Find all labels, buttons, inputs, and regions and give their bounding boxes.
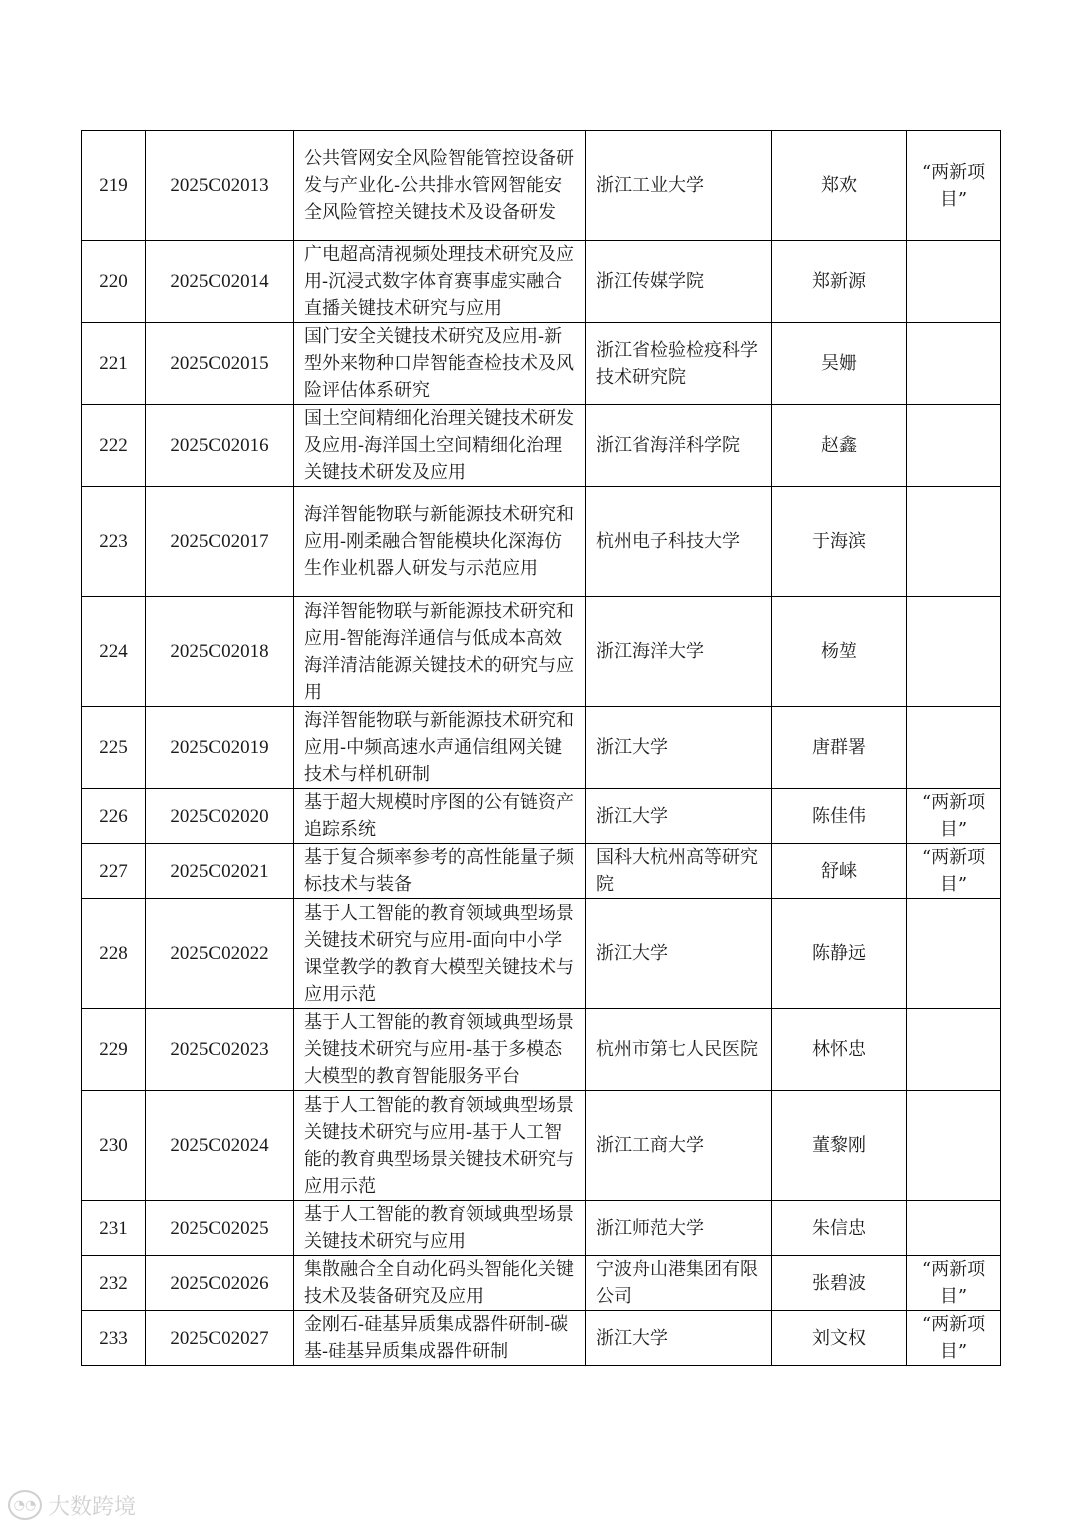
project-leader: 刘文权 (772, 1311, 907, 1366)
row-number: 226 (82, 789, 146, 844)
project-title: 基于人工智能的教育领域典型场景关键技术研究与应用-基于多模态大模型的教育智能服务平台 (294, 1009, 586, 1091)
project-leader: 舒崃 (772, 844, 907, 899)
project-title: 海洋智能物联与新能源技术研究和应用-智能海洋通信与低成本高效海洋清洁能源关键技术的研究与应用 (294, 597, 586, 707)
project-code: 2025C02017 (146, 487, 294, 597)
table-row (82, 1091, 1001, 1201)
host-organization: 浙江海洋大学 (586, 597, 772, 707)
table-row (82, 844, 1001, 899)
host-organization: 浙江大学 (586, 707, 772, 789)
project-remark: “两新项目” (907, 1311, 1001, 1366)
row-number: 219 (82, 131, 146, 241)
host-organization: 浙江传媒学院 (586, 241, 772, 323)
table-row (82, 487, 1001, 597)
project-remark (907, 323, 1001, 405)
table-row (82, 1256, 1001, 1311)
host-organization: 国科大杭州高等研究院 (586, 844, 772, 899)
project-code: 2025C02016 (146, 405, 294, 487)
project-leader: 陈静远 (772, 899, 907, 1009)
project-code: 2025C02014 (146, 241, 294, 323)
project-title: 集散融合全自动化码头智能化关键技术及装备研究及应用 (294, 1256, 586, 1311)
project-code: 2025C02018 (146, 597, 294, 707)
host-organization: 浙江师范大学 (586, 1201, 772, 1256)
host-organization: 浙江省检验检疫科学技术研究院 (586, 323, 772, 405)
row-number: 224 (82, 597, 146, 707)
row-number: 225 (82, 707, 146, 789)
host-organization: 浙江工商大学 (586, 1091, 772, 1201)
project-remark: “两新项目” (907, 1256, 1001, 1311)
host-organization: 浙江大学 (586, 899, 772, 1009)
project-leader: 张碧波 (772, 1256, 907, 1311)
project-leader: 林怀忠 (772, 1009, 907, 1091)
table-row (82, 1201, 1001, 1256)
host-organization: 杭州电子科技大学 (586, 487, 772, 597)
project-remark (907, 1009, 1001, 1091)
host-organization: 浙江省海洋科学院 (586, 405, 772, 487)
watermark-text: 大数跨境 (48, 1494, 137, 1520)
table-row (82, 1009, 1001, 1091)
project-table (81, 130, 1001, 1366)
project-leader: 唐群署 (772, 707, 907, 789)
project-remark (907, 597, 1001, 707)
project-code: 2025C02020 (146, 789, 294, 844)
host-organization: 浙江工业大学 (586, 131, 772, 241)
project-title: 国土空间精细化治理关键技术研发及应用-海洋国土空间精细化治理关键技术研发及应用 (294, 405, 586, 487)
table-row (82, 597, 1001, 707)
table-row (82, 323, 1001, 405)
project-code: 2025C02026 (146, 1256, 294, 1311)
project-remark (907, 405, 1001, 487)
host-organization: 浙江大学 (586, 789, 772, 844)
project-code: 2025C02021 (146, 844, 294, 899)
project-leader: 杨堃 (772, 597, 907, 707)
row-number: 228 (82, 899, 146, 1009)
project-remark: “两新项目” (907, 131, 1001, 241)
table-row (82, 707, 1001, 789)
project-code: 2025C02019 (146, 707, 294, 789)
project-remark (907, 899, 1001, 1009)
row-number: 229 (82, 1009, 146, 1091)
project-title: 基于人工智能的教育领域典型场景关键技术研究与应用-基于人工智能的教育典型场景关键技术研究与应用示范 (294, 1091, 586, 1201)
project-remark (907, 1201, 1001, 1256)
table-row (82, 899, 1001, 1009)
row-number: 231 (82, 1201, 146, 1256)
row-number: 232 (82, 1256, 146, 1311)
project-leader: 郑新源 (772, 241, 907, 323)
project-title: 海洋智能物联与新能源技术研究和应用-中频高速水声通信组网关键技术与样机研制 (294, 707, 586, 789)
row-number: 220 (82, 241, 146, 323)
project-table-body (82, 131, 1001, 1366)
project-title: 基于超大规模时序图的公有链资产追踪系统 (294, 789, 586, 844)
project-leader: 陈佳伟 (772, 789, 907, 844)
project-title: 国门安全关键技术研究及应用-新型外来物种口岸智能查检技术及风险评估体系研究 (294, 323, 586, 405)
row-number: 222 (82, 405, 146, 487)
project-title: 广电超高清视频处理技术研究及应用-沉浸式数字体育赛事虚实融合直播关键技术研究与应用 (294, 241, 586, 323)
project-title: 基于人工智能的教育领域典型场景关键技术研究与应用-面向中小学课堂教学的教育大模型关键技术与应用示范 (294, 899, 586, 1009)
host-organization: 杭州市第七人民医院 (586, 1009, 772, 1091)
project-code: 2025C02022 (146, 899, 294, 1009)
project-leader: 董黎刚 (772, 1091, 907, 1201)
project-leader: 于海滨 (772, 487, 907, 597)
table-row (82, 131, 1001, 241)
project-remark: “两新项目” (907, 844, 1001, 899)
project-title: 公共管网安全风险智能管控设备研发与产业化-公共排水管网智能安全风险管控关键技术及设备研发 (294, 131, 586, 241)
project-title: 金刚石-硅基异质集成器件研制-碳基-硅基异质集成器件研制 (294, 1311, 586, 1366)
project-remark (907, 1091, 1001, 1201)
row-number: 233 (82, 1311, 146, 1366)
project-title: 基于人工智能的教育领域典型场景关键技术研究与应用 (294, 1201, 586, 1256)
host-organization: 宁波舟山港集团有限公司 (586, 1256, 772, 1311)
project-code: 2025C02023 (146, 1009, 294, 1091)
project-leader: 吴姗 (772, 323, 907, 405)
project-leader: 郑欢 (772, 131, 907, 241)
table-row (82, 241, 1001, 323)
project-code: 2025C02024 (146, 1091, 294, 1201)
project-leader: 朱信忠 (772, 1201, 907, 1256)
row-number: 221 (82, 323, 146, 405)
host-organization: 浙江大学 (586, 1311, 772, 1366)
project-code: 2025C02027 (146, 1311, 294, 1366)
project-remark (907, 707, 1001, 789)
table-row (82, 789, 1001, 844)
project-code: 2025C02015 (146, 323, 294, 405)
project-remark (907, 487, 1001, 597)
project-title: 基于复合频率参考的高性能量子频标技术与装备 (294, 844, 586, 899)
row-number: 230 (82, 1091, 146, 1201)
table-row (82, 405, 1001, 487)
watermark (8, 1488, 136, 1522)
project-leader: 赵鑫 (772, 405, 907, 487)
project-code: 2025C02013 (146, 131, 294, 241)
row-number: 227 (82, 844, 146, 899)
table-row (82, 1311, 1001, 1366)
row-number: 223 (82, 487, 146, 597)
project-title: 海洋智能物联与新能源技术研究和应用-刚柔融合智能模块化深海仿生作业机器人研发与示范应用 (294, 487, 586, 597)
project-remark (907, 241, 1001, 323)
project-code: 2025C02025 (146, 1201, 294, 1256)
wechat-logo-icon: ◔◔ (8, 1490, 42, 1520)
project-remark: “两新项目” (907, 789, 1001, 844)
